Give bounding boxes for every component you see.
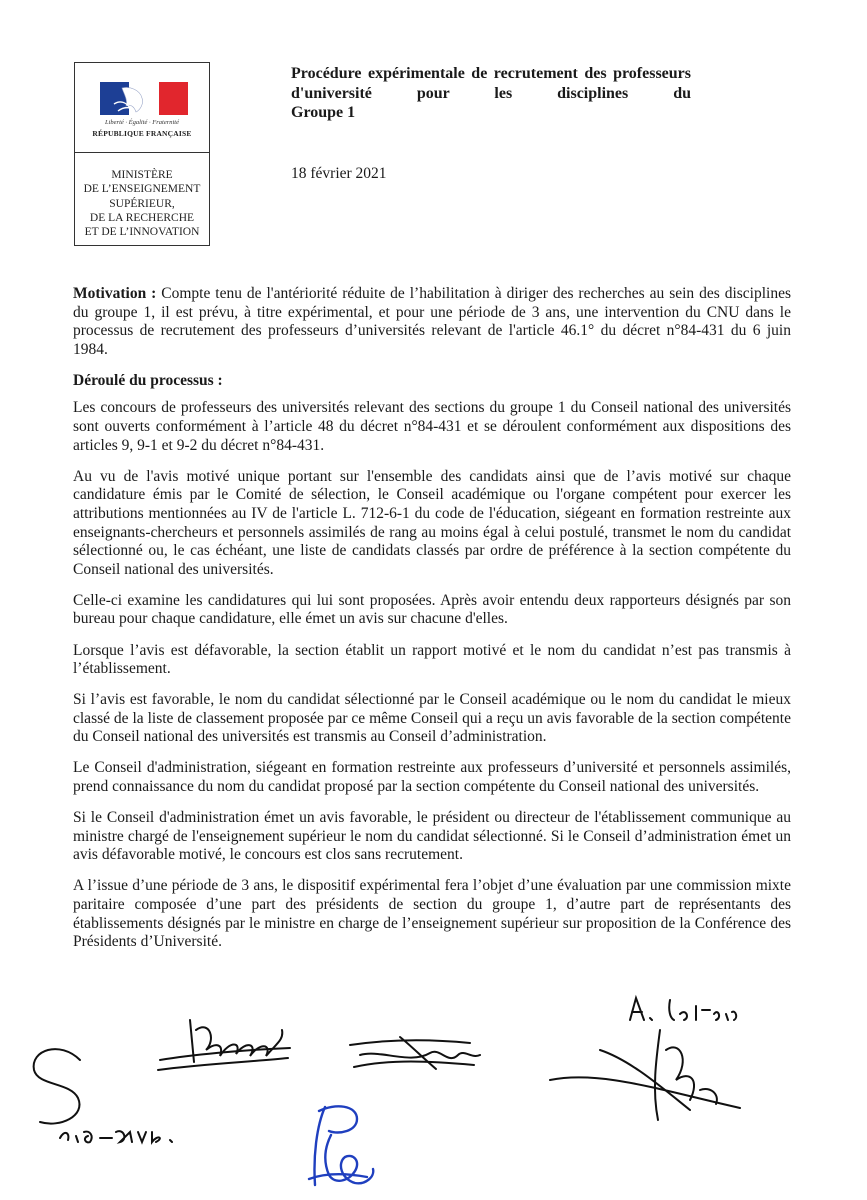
marianne-flag-icon bbox=[100, 82, 188, 115]
process-paragraph: Si le Conseil d'administration émet un avis favorable, le président ou directeur de l'établissement communique au ministre chargé de l'enseignement supérieur le nom du candidat sélectionné. Si le Conseil d’administration émet un avis défavorable motivé, le concours est clos sans recrutement. bbox=[73, 809, 791, 864]
process-paragraph: Celle-ci examine les candidatures qui lui sont proposées. Après avoir entendu deux rapporteurs désignés par son bureau pour chaque candidature, elle émet un avis sur chacune d'elles. bbox=[73, 591, 791, 628]
document-body bbox=[73, 285, 791, 964]
signature-center-left bbox=[150, 1000, 300, 1090]
process-paragraph: Les concours de professeurs des universités relevant des sections du groupe 1 du Conseil national des universités sont ouverts conformément à l’article 48 du décret n°84-431 et se déroulent conformément aux dispositions des articles 9, 9-1 et 9-2 du décret n°84-431. bbox=[73, 399, 791, 454]
ministry-logo bbox=[74, 62, 210, 246]
motivation-text: Compte tenu de l'antériorité réduite de l’habilitation à diriger des recherches au sein des disciplines du groupe 1, il est prévu, à titre expérimental, et pour une période de 3 ans, une intervention du CNU dans le processus de recrutement des professeurs d’universités relevant de l'article 46.1° du décret n°84-431 du 6 juin 1984. bbox=[73, 285, 791, 358]
signature-blue bbox=[295, 1095, 385, 1195]
signature-right bbox=[540, 990, 770, 1140]
logo-divider bbox=[75, 152, 209, 153]
process-paragraph: A l’issue d’une période de 3 ans, le dispositif expérimental fera l’objet d’une évaluation par une commission mixte paritaire composée d’une part des présidents de section du groupe 1, d’autre part de représentants des établissements désignés par le ministre en charge de l’enseignement supérieur sur proposition de la Conférence des Présidents d’Université. bbox=[73, 877, 791, 951]
ministry-name: MINISTÈRE DE L’ENSEIGNEMENT SUPÉRIEUR, DE LA RECHERCHE ET DE L’INNOVATION bbox=[83, 169, 201, 239]
document-date: 18 février 2021 bbox=[291, 165, 387, 182]
motivation-paragraph bbox=[73, 285, 791, 359]
signature-center-right bbox=[340, 1025, 490, 1085]
republic-motto: Liberté · Égalité · Fraternité bbox=[104, 119, 180, 126]
process-heading: Déroulé du processus : bbox=[73, 371, 223, 389]
motivation-label: Motivation : bbox=[73, 285, 157, 302]
process-paragraph: Au vu de l'avis motivé unique portant sur l'ensemble des candidats ainsi que de l’avis motivé sur chaque candidature émis par le Comité de sélection, le Conseil académique ou l'organe compétent pour exercer les attributions mentionnées au IV de l'article L. 712-6-1 du code de l'éducation, siégeant en formation restreinte aux enseignants-chercheurs et personnels assimilés de rang au moins égal à celui postulé, transmet le nom du candidat sélectionné ou, le cas échéant, une liste de candidats classés par ordre de préférence à la section compétente du Conseil national des universités. bbox=[73, 467, 791, 578]
process-paragraph: Si l’avis est favorable, le nom du candidat sélectionné par le Conseil académique ou le nom du candidat le mieux classé de la liste de classement proposée par ce même Conseil qui a reçu un avis favorable de la section compétente du Conseil national des universités est transmis au Conseil d’administration. bbox=[73, 691, 791, 746]
document-title-main: Procédure expérimentale de recrutement des professeurs d'université pour les disciplines du bbox=[291, 65, 691, 102]
document-title-last: Groupe 1 bbox=[291, 104, 356, 121]
document-title bbox=[291, 64, 691, 123]
process-paragraph: Lorsque l’avis est défavorable, la section établit un rapport motivé et le nom du candidat n’est pas transmis à l’établissement. bbox=[73, 641, 791, 678]
republic-name: RÉPUBLIQUE FRANÇAISE bbox=[92, 129, 192, 138]
process-paragraph: Le Conseil d'administration, siégeant en formation restreinte aux professeurs d’université et personnels assimilés, prend connaissance du nom du candidat proposé par la section compétente du Conseil national des universités. bbox=[73, 759, 791, 796]
